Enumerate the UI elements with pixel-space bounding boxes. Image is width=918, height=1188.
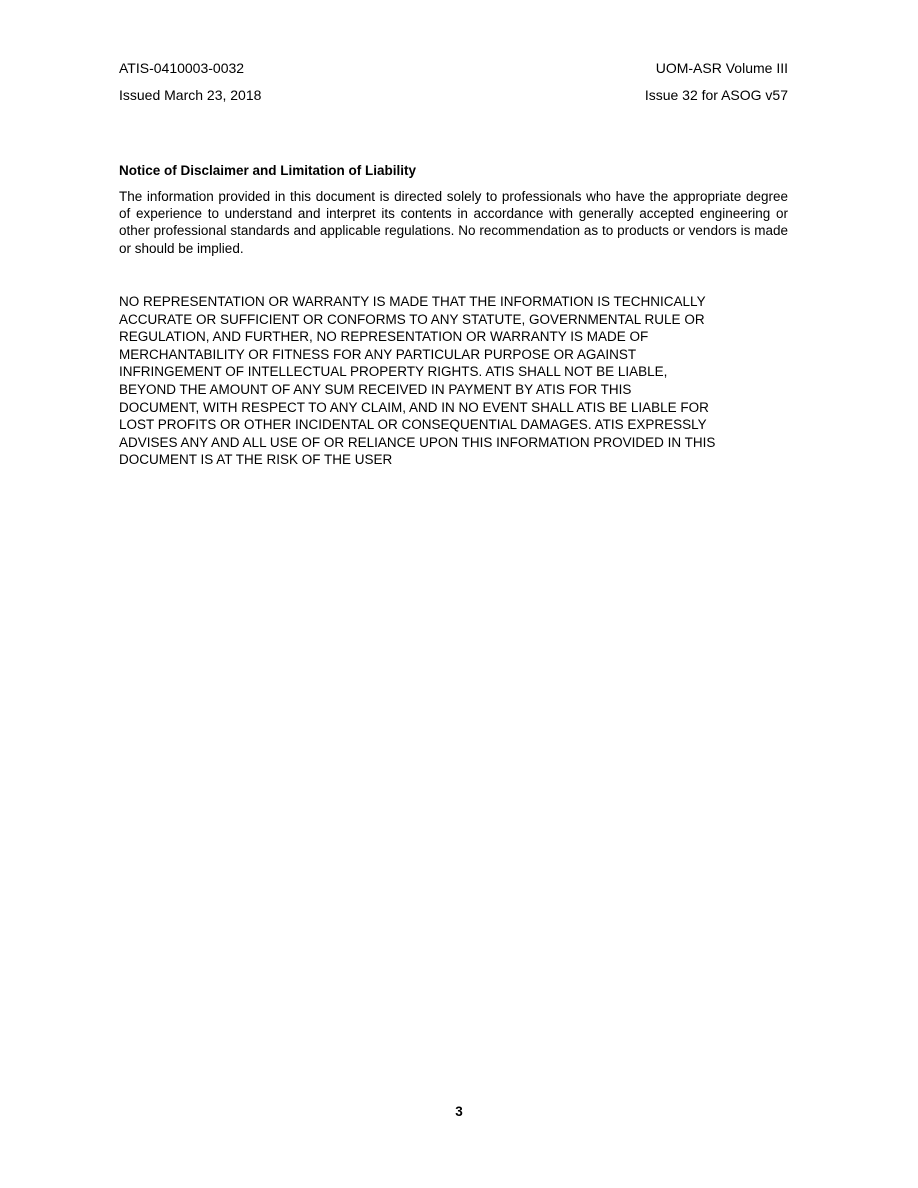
warranty-line: NO REPRESENTATION OR WARRANTY IS MADE THAT THE INFORMATION IS TECHNICALLY <box>119 294 706 309</box>
page-header-row-1 <box>119 60 788 76</box>
warranty-line: LOST PROFITS OR OTHER INCIDENTAL OR CONSEQUENTIAL DAMAGES. ATIS EXPRESSLY <box>119 417 707 433</box>
notice-body: The information provided in this document is directed solely to professionals who have the appropriate degree of experience to understand and interpret its contents in accordance with generally accepted engineering or other professional standards and applicable regulations. No recommendation as to products or vendors is made or should be implied. <box>119 189 788 256</box>
document-title: UOM-ASR Volume III <box>655 60 788 76</box>
warranty-line: DOCUMENT, WITH RESPECT TO ANY CLAIM, AND IN NO EVENT SHALL ATIS BE LIABLE FOR <box>119 399 709 415</box>
page-number: 3 <box>455 1104 463 1119</box>
document-id: ATIS-0410003-0032 <box>119 60 245 76</box>
warranty-line: REGULATION, AND FURTHER, NO REPRESENTATION OR WARRANTY IS MADE OF <box>119 329 649 345</box>
warranty-disclaimer <box>119 293 788 469</box>
page-header-row-2 <box>119 87 788 103</box>
warranty-line: MERCHANTABILITY OR FITNESS FOR ANY PARTICULAR PURPOSE OR AGAINST <box>119 346 637 362</box>
warranty-line: DOCUMENT IS AT THE RISK OF THE USER <box>119 452 393 468</box>
warranty-line: ADVISES ANY AND ALL USE OF OR RELIANCE UPON THIS INFORMATION PROVIDED IN THIS <box>119 434 716 450</box>
warranty-line: INFRINGEMENT OF INTELLECTUAL PROPERTY RIGHTS. ATIS SHALL NOT BE LIABLE, <box>119 364 668 380</box>
warranty-line: BEYOND THE AMOUNT OF ANY SUM RECEIVED IN PAYMENT BY ATIS FOR THIS <box>119 381 632 397</box>
warranty-line: ACCURATE OR SUFFICIENT OR CONFORMS TO ANY STATUTE, GOVERNMENTAL RULE OR <box>119 311 705 327</box>
notice-heading: Notice of Disclaimer and Limitation of Liability <box>119 163 417 178</box>
issue-date: Issued March 23, 2018 <box>119 87 262 103</box>
issue-info: Issue 32 for ASOG v57 <box>644 87 788 103</box>
